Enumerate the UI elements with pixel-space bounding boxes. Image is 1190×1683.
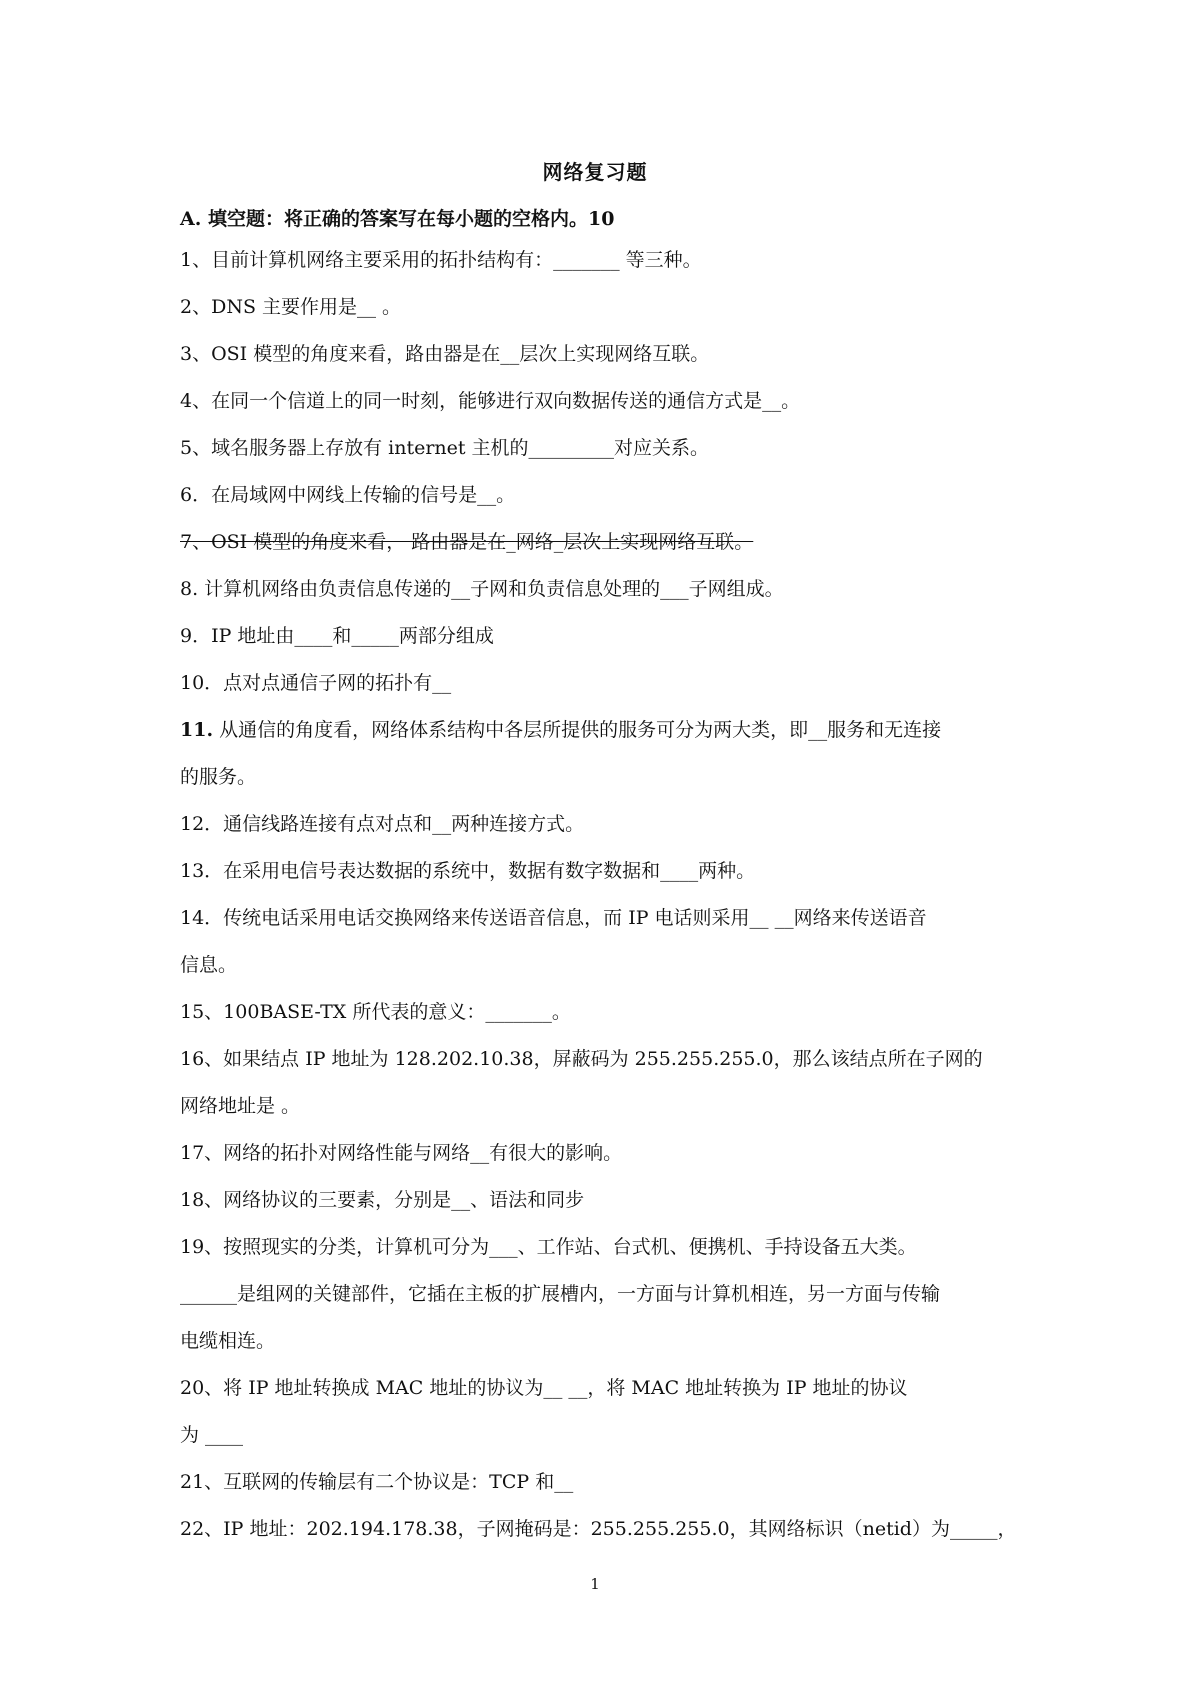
question-line: 4、在同一个信道上的同一时刻，能够进行双向数据传送的通信方式是__。 [180,390,801,412]
question-line-continued: 电缆相连。 [180,1330,276,1352]
question-line: 15、100BASE-TX 所代表的意义：_______。 [180,1001,571,1023]
question-line: 9．IP 地址由____和_____两部分组成 [180,625,494,647]
question-line: 2、DNS 主要作用是__ 。 [180,296,402,318]
question-line: 17、网络的拓扑对网络性能与网络__有很大的影响。 [180,1142,623,1164]
question-line: 12．通信线路连接有点对点和__两种连接方式。 [180,813,585,835]
question-line-continued: 的服务。 [180,766,257,788]
question-number: 11. [180,719,214,741]
question-line: ______是组网的关键部件，它插在主板的扩展槽内，一方面与计算机相连，另一方面与传输 [180,1283,941,1305]
question-list [180,248,1017,1564]
question-line: 16、如果结点 IP 地址为 128.202.10.38，屏蔽码为 255.255.255.0，那么该结点所在子网的 [180,1048,983,1070]
struck-question-line: 7、OSI 模型的角度来看， 路由器是在_网络_层次上实现网络互联。 [180,531,754,553]
question-line: 10．点对点通信子网的拓扑有__ [180,672,452,694]
question-line: 19、按照现实的分类，计算机可分为___、工作站、台式机、便携机、手持设备五大类。 [180,1236,917,1258]
question-line: 21、互联网的传输层有二个协议是：TCP 和__ [180,1471,574,1493]
question-line: 14．传统电话采用电话交换网络来传送语音信息，而 IP 电话则采用__ __网络来传送语音 [180,907,927,929]
question-line: 13．在采用电信号表达数据的系统中，数据有数字数据和____两种。 [180,860,756,882]
question-line: 1、目前计算机网络主要采用的拓扑结构有：_______ 等三种。 [180,249,702,271]
question-line: 18、网络协议的三要素，分别是__、语法和同步 [180,1189,585,1211]
question-line: 3、OSI 模型的角度来看，路由器是在__层次上实现网络互联。 [180,343,710,365]
question-line: 5、域名服务器上存放有 internet 主机的_________对应关系。 [180,437,710,459]
question-text: 从通信的角度看，网络体系结构中各层所提供的服务可分为两大类，即__服务和无连接 [219,719,942,741]
question-line-continued: 网络地址是 。 [180,1095,301,1117]
question-line: 8. 计算机网络由负责信息传递的__子网和负责信息处理的___子网组成。 [180,578,784,600]
question-line: 22、IP 地址：202.194.178.38，子网掩码是：255.255.255.0，其网络标识（netid）为_____， [180,1518,1017,1540]
question-line-continued: 信息。 [180,954,238,976]
question-line-continued: 为 ____ [180,1424,244,1446]
question-line [180,718,1010,765]
question-line: 20、将 IP 地址转换成 MAC 地址的协议为__ __，将 MAC 地址转换为 IP 地址的协议 [180,1377,908,1399]
document-title: 网络复习题 [542,160,648,184]
page-number: 1 [590,1575,600,1593]
question-line: 6．在局域网中网线上传输的信号是__。 [180,484,516,506]
section-heading: A. 填空题：将正确的答案写在每小题的空格内。10 [180,208,615,230]
